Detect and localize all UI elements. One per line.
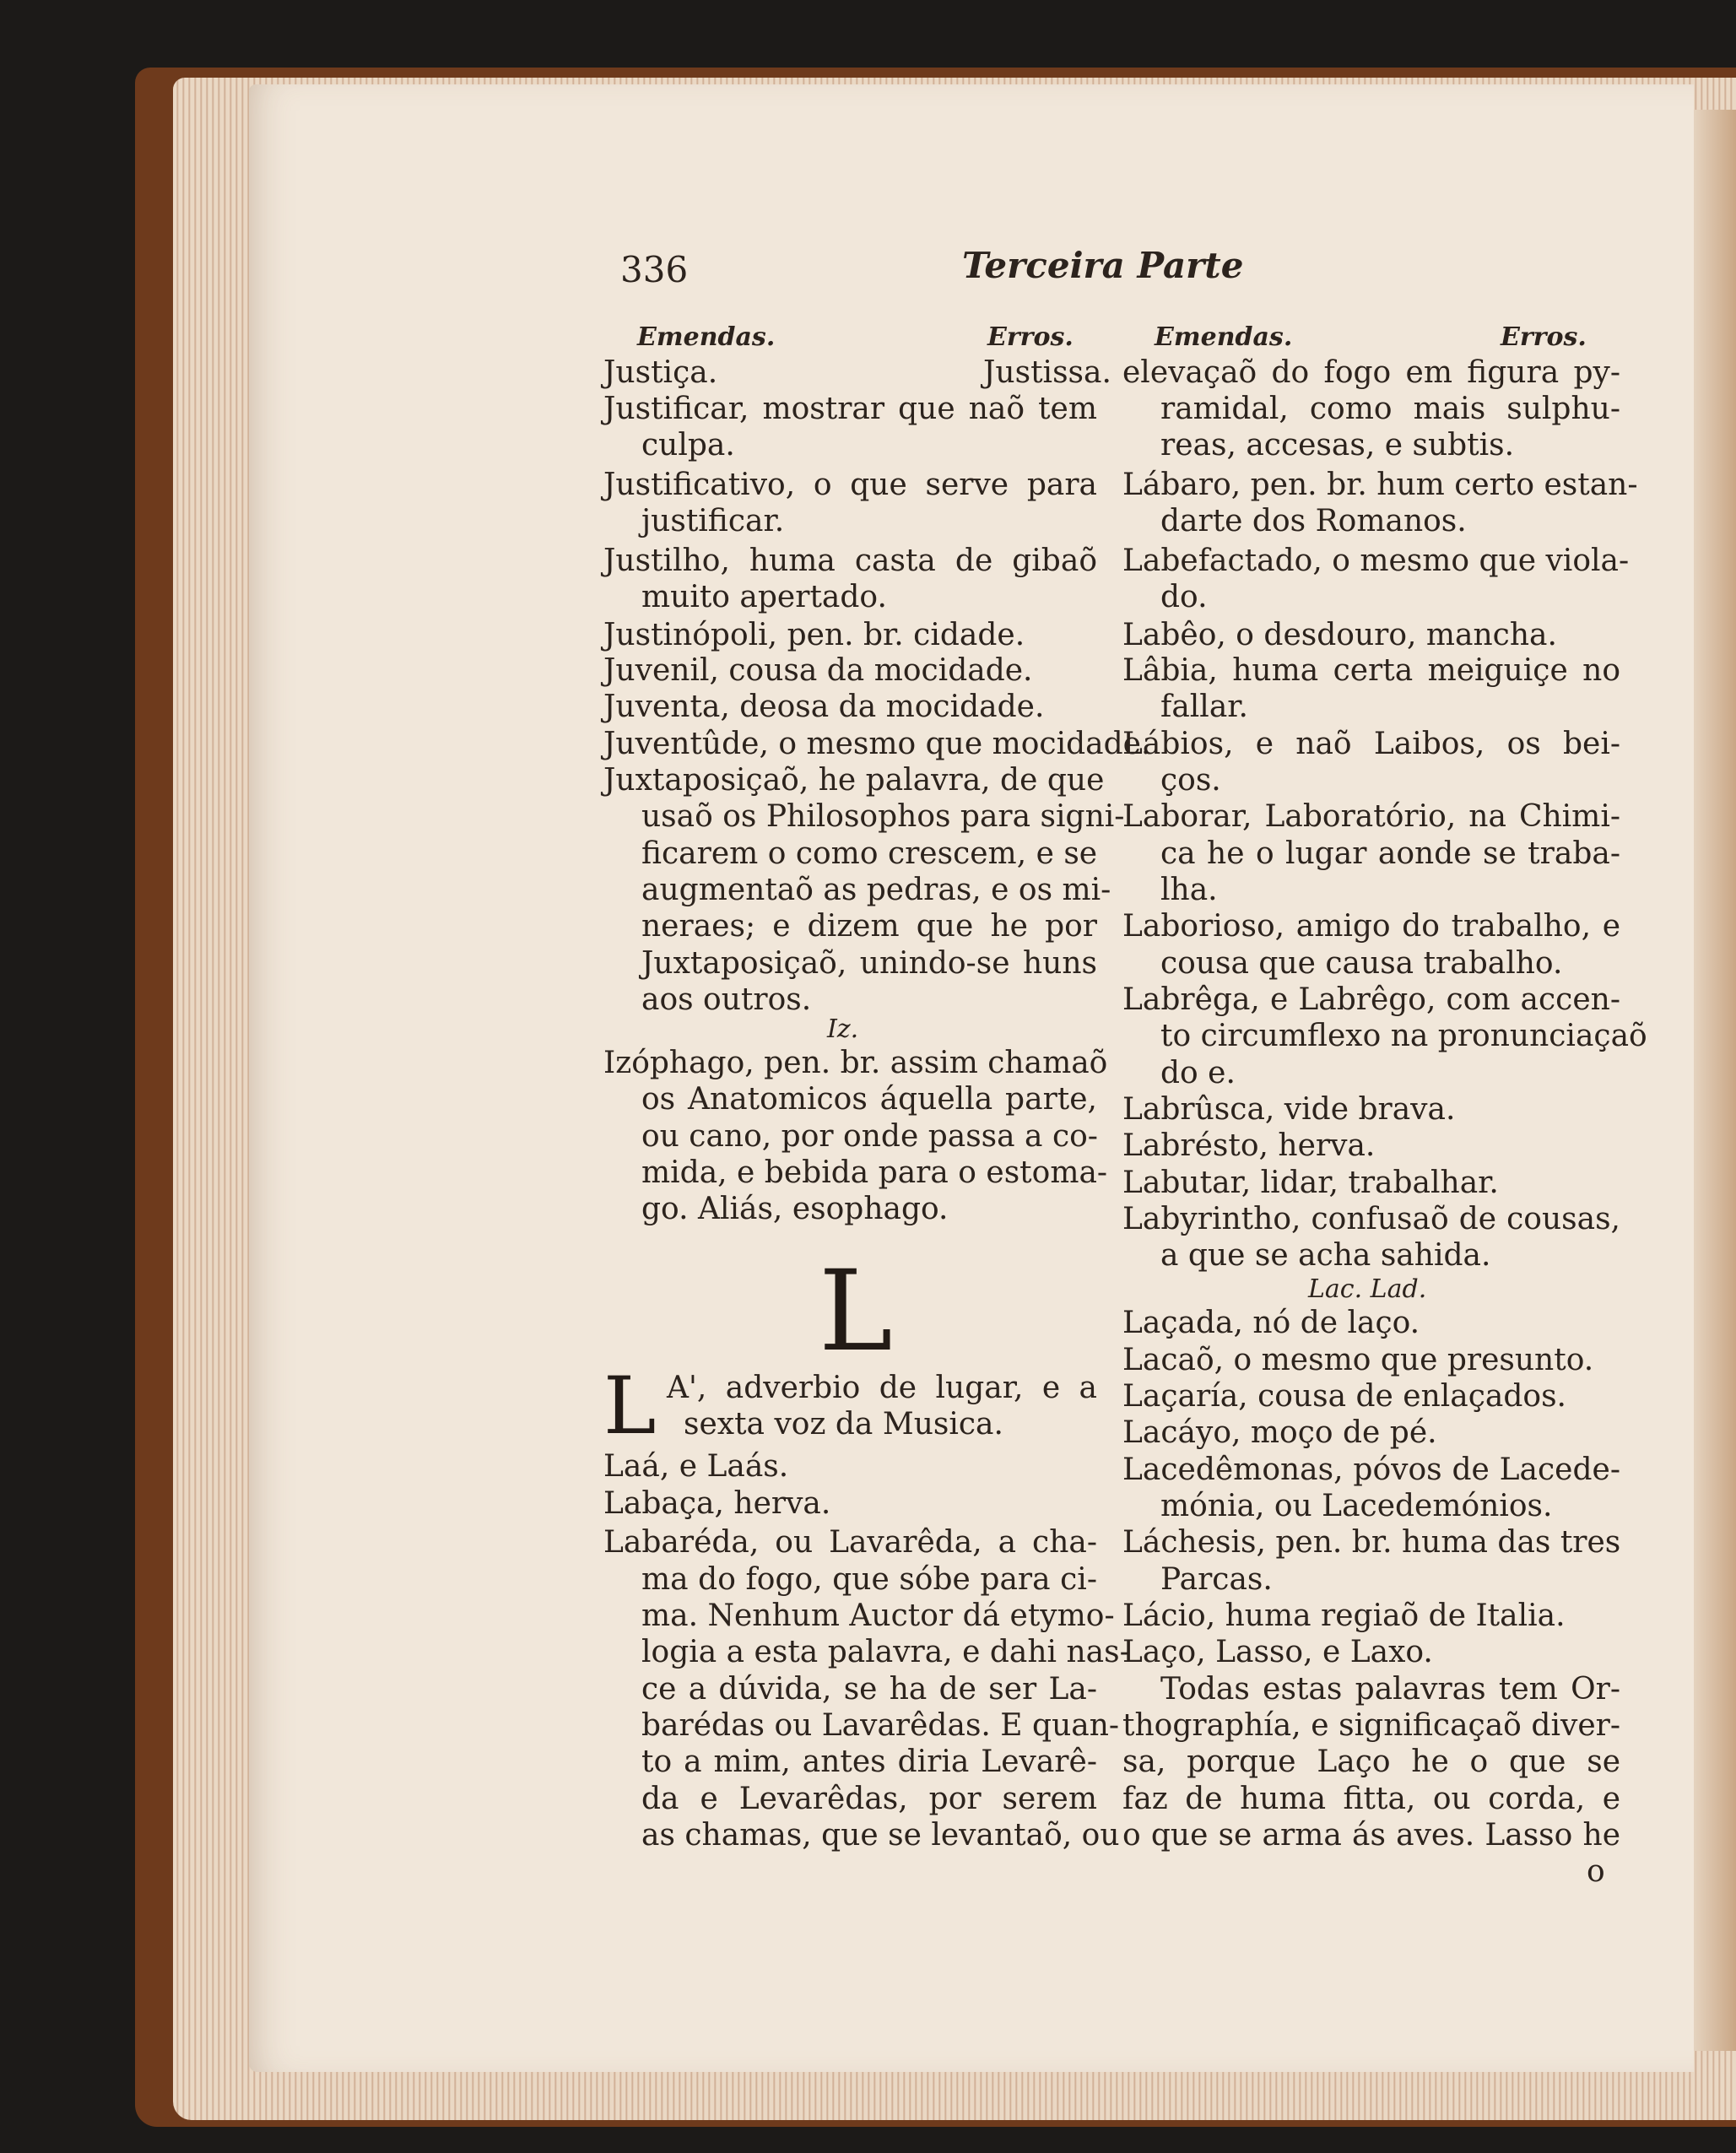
left-line: A', adverbio de lugar, e a — [667, 1371, 1097, 1405]
right-line: Lácio, huma regiaõ de Italia. — [1122, 1599, 1566, 1633]
right-line: Parcas. — [1160, 1562, 1273, 1597]
right-line: fallar. — [1160, 690, 1248, 724]
facing-page-edge — [1694, 110, 1736, 2051]
right-line: a que se acha sahida. — [1160, 1238, 1491, 1273]
right-line: darte dos Romanos. — [1160, 504, 1467, 538]
right-line: Lacáyo, moço de pé. — [1122, 1415, 1437, 1450]
right-line: ços. — [1160, 763, 1221, 798]
right-line: Laborar, Laboratório, na Chimi- — [1122, 799, 1620, 834]
right-line: Labefactado, o mesmo que viola- — [1122, 544, 1630, 578]
left-line: ma do fogo, que sóbe para ci- — [641, 1562, 1097, 1597]
right-line: Labrêga, e Labrêgo, com accen- — [1122, 982, 1620, 1017]
left-line: as chamas, que se levantaõ, ou — [641, 1818, 1120, 1853]
left-line: Labaça, herva. — [603, 1486, 831, 1521]
left-line: barédas ou Lavarêdas. E quan- — [641, 1708, 1120, 1743]
right-heading-erros: Erros. — [1501, 322, 1587, 352]
right-line: Laçada, nó de laço. — [1122, 1306, 1420, 1340]
left-line: ficarem o como crescem, e se — [641, 836, 1098, 871]
right-line: lha. — [1160, 873, 1218, 907]
left-line: Izóphago, pen. br. assim chamaõ — [603, 1046, 1108, 1080]
left-line: sexta voz da Musica. — [684, 1407, 1003, 1442]
right-line: sa, porque Laço he o que se — [1122, 1745, 1620, 1779]
left-line: Juventûde, o mesmo que mocidade. — [603, 727, 1151, 761]
left-line: Justinópoli, pen. br. cidade. — [603, 618, 1025, 652]
right-heading-emendas: Emendas. — [1155, 322, 1293, 352]
right-line: Lacedêmonas, póvos de Lacede- — [1122, 1452, 1620, 1487]
left-line: ou cano, por onde passa a co- — [641, 1119, 1098, 1154]
right-line: reas, accesas, e subtis. — [1160, 428, 1515, 463]
left-line: ma. Nenhum Auctor dá etymo- — [641, 1599, 1115, 1633]
right-line: Labrûsca, vide brava. — [1122, 1092, 1456, 1127]
left-line: justificar. — [641, 504, 785, 538]
left-heading-emendas: Emendas. — [637, 322, 776, 352]
right-line: Lábios, e naõ Laibos, os bei- — [1122, 727, 1620, 761]
catchword: o — [1587, 1854, 1605, 1889]
right-line: Lâbia, huma certa meiguiçe no — [1122, 653, 1620, 688]
left-line: Laá, e Laás. — [603, 1449, 789, 1484]
right-line: Labêo, o desdouro, mancha. — [1122, 618, 1557, 652]
right-line: cousa que causa trabalho. — [1160, 946, 1563, 981]
left-line: Justificativo, o que serve para — [603, 468, 1097, 502]
left-line: Justificar, mostrar que naõ tem — [603, 392, 1097, 426]
right-line: mónia, ou Lacedemónios. — [1160, 1489, 1553, 1523]
left-line: go. Aliás, esophago. — [641, 1192, 949, 1226]
right-line: do. — [1160, 580, 1208, 614]
right-line: Lacaõ, o mesmo que presunto. — [1122, 1343, 1594, 1377]
left-line: usaõ os Philosophos para signi- — [641, 799, 1125, 834]
left-line: muito apertado. — [641, 580, 887, 614]
right-line: Laçaría, cousa de enlaçados. — [1122, 1379, 1566, 1414]
right-line: ramidal, como mais sulphu- — [1160, 392, 1620, 426]
left-line: Justiça. — [603, 355, 718, 390]
right-line: Lábaro, pen. br. hum certo estan- — [1122, 468, 1638, 502]
left-line: Labaréda, ou Lavarêda, a cha- — [603, 1525, 1097, 1560]
left-line: ce a dúvida, se ha de ser La- — [641, 1672, 1097, 1707]
left-line: da e Levarêdas, por serem — [641, 1782, 1097, 1816]
drop-cap: L — [603, 1361, 657, 1452]
right-line: Labutar, lidar, trabalhar. — [1122, 1166, 1499, 1200]
left-line: mida, e bebida para o estoma- — [641, 1155, 1108, 1190]
left-line: os Anatomicos áquella parte, — [641, 1082, 1097, 1117]
right-line: Laborioso, amigo do trabalho, e — [1122, 909, 1620, 944]
left-erros-entry: Justissa. — [983, 355, 1111, 390]
right-line: o que se arma ás aves. Lasso he — [1122, 1818, 1620, 1853]
left-line: logia a esta palavra, e dahi nas- — [641, 1635, 1130, 1669]
right-line: Todas estas palavras tem Or- — [1160, 1672, 1620, 1707]
section-letter: L — [819, 1247, 893, 1377]
running-title: Terceira Parte — [962, 245, 1244, 286]
left-line: augmentaõ as pedras, e os mi- — [641, 873, 1111, 907]
right-line: Labyrintho, confusaõ de cousas, — [1122, 1202, 1620, 1236]
right-line: faz de huma fitta, ou corda, e — [1122, 1782, 1620, 1816]
left-line: Juventa, deosa da mocidade. — [603, 690, 1045, 724]
left-line: neraes; e dizem que he por — [641, 909, 1097, 944]
left-line: Juxtaposiçaõ, he palavra, de que — [603, 763, 1105, 798]
left-section-heading: Iz. — [827, 1014, 859, 1044]
left-line: Juxtaposiçaõ, unindo-se huns — [641, 946, 1097, 981]
left-line: Juvenil, cousa da mocidade. — [603, 653, 1033, 688]
left-line: aos outros. — [641, 982, 812, 1017]
left-line: Justilho, huma casta de gibaõ — [603, 544, 1097, 578]
right-line: Labrésto, herva. — [1122, 1128, 1376, 1163]
right-section-heading: Lac. Lad. — [1308, 1274, 1427, 1304]
right-line: Láchesis, pen. br. huma das tres — [1122, 1525, 1621, 1560]
left-line: to a mim, antes diria Levarê- — [641, 1745, 1097, 1779]
left-heading-erros: Erros. — [987, 322, 1074, 352]
page-number: 336 — [620, 249, 689, 290]
right-line: elevaçaõ do fogo em figura py- — [1122, 355, 1620, 390]
right-line: Laço, Lasso, e Laxo. — [1122, 1635, 1433, 1669]
left-line: culpa. — [641, 428, 735, 463]
right-line: thographía, e significaçaõ diver- — [1122, 1708, 1620, 1743]
right-line: do e. — [1160, 1056, 1236, 1090]
right-line: ca he o lugar aonde se traba- — [1160, 836, 1620, 871]
right-line: to circumflexo na pronunciaçaõ — [1160, 1019, 1647, 1053]
